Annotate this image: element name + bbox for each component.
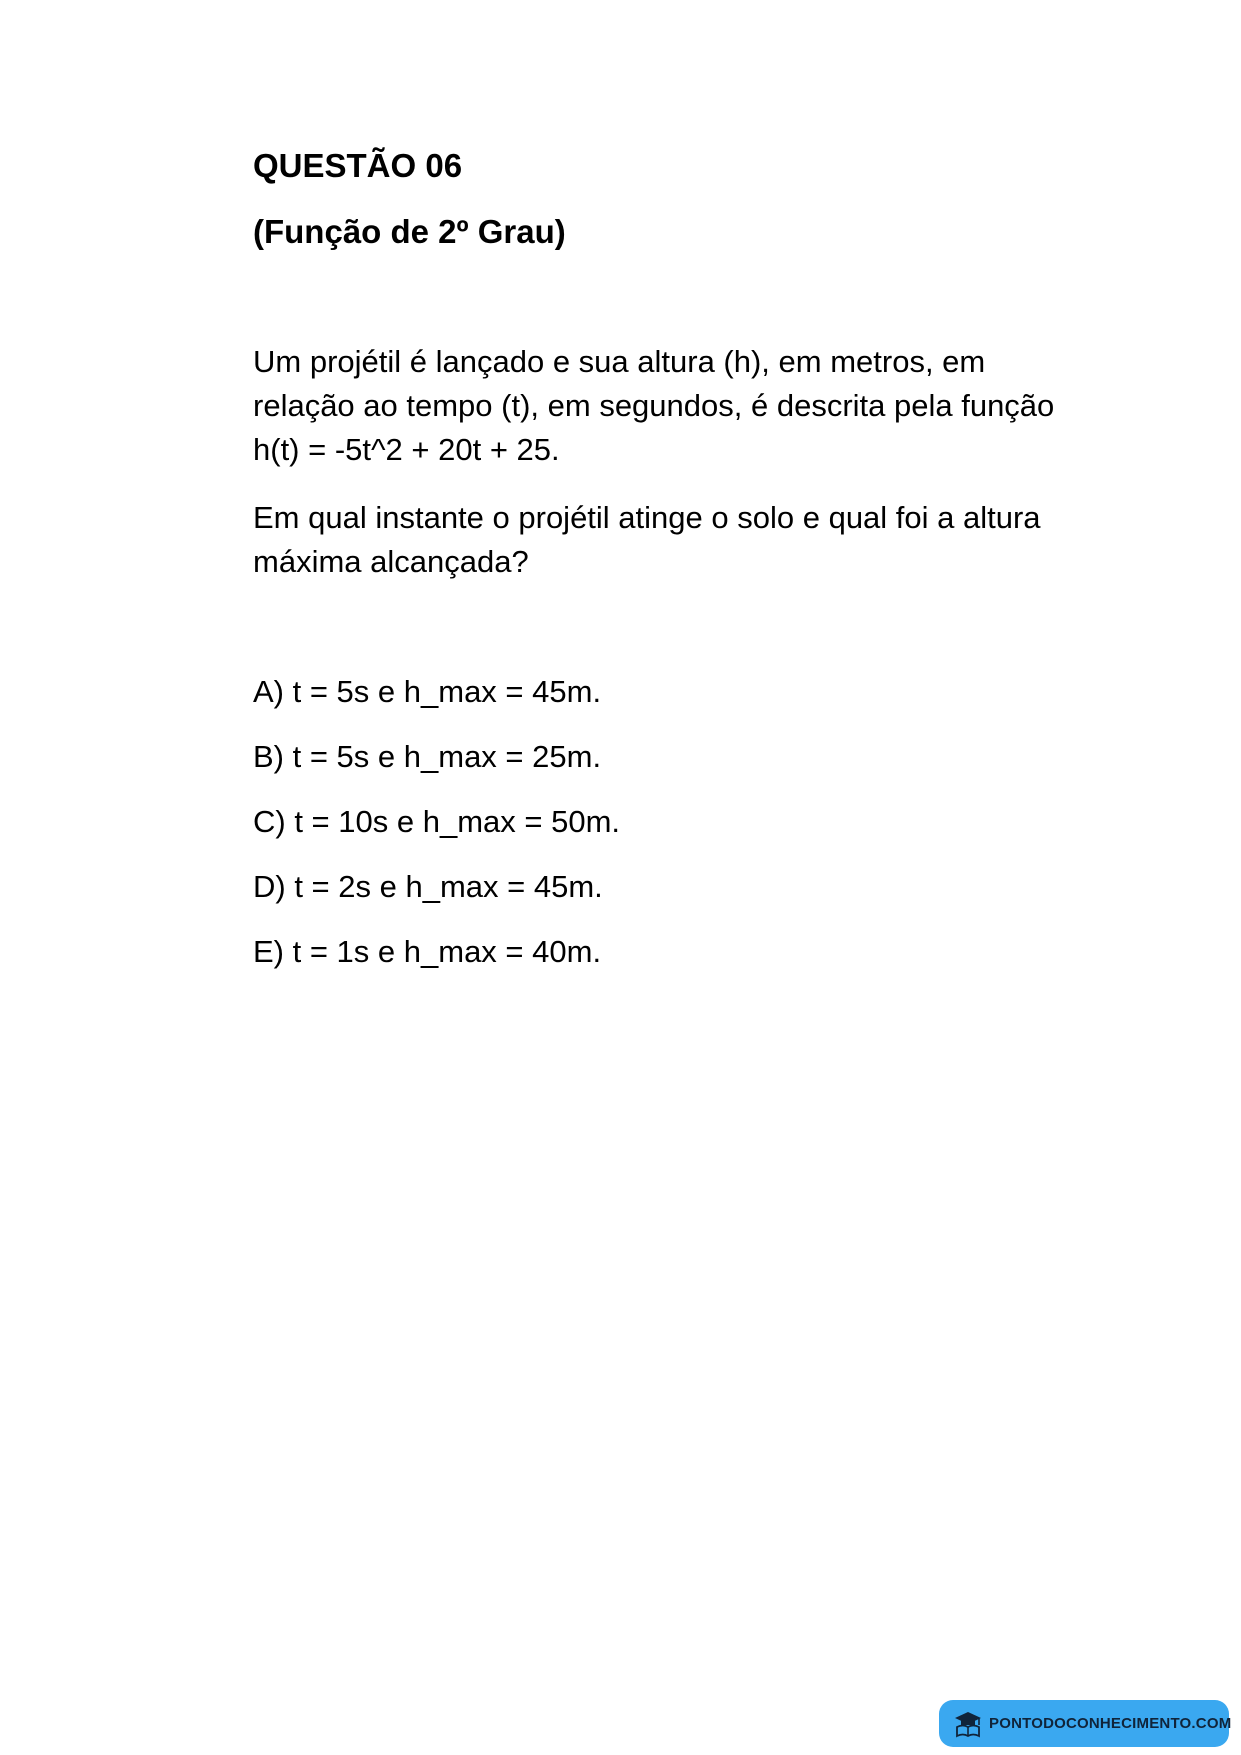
option-a: A) t = 5s e h_max = 45m. [253, 674, 602, 709]
question-statement: Um projétil é lançado e sua altura (h), em metros, em relação ao tempo (t), em segundos, é descrita pela função h(t) = -5t^2 + 20t + 25. [253, 344, 1055, 467]
site-badge [939, 1700, 1232, 1747]
site-name: PONTODOCONHECIMENTO.COM [989, 1715, 1232, 1732]
option-d: D) t = 2s e h_max = 45m. [253, 869, 603, 904]
option-b: B) t = 5s e h_max = 25m. [253, 739, 602, 774]
answer-options [253, 670, 620, 995]
question-title: QUESTÃO 06 [253, 147, 463, 184]
option-c: C) t = 10s e h_max = 50m. [253, 804, 621, 839]
option-e: E) t = 1s e h_max = 40m. [253, 934, 602, 969]
question-topic: (Função de 2º Grau) [253, 213, 566, 250]
question-prompt: Em qual instante o projétil atinge o solo e qual foi a altura máxima alcançada? [253, 500, 1041, 579]
graduation-book-icon [953, 1709, 983, 1739]
